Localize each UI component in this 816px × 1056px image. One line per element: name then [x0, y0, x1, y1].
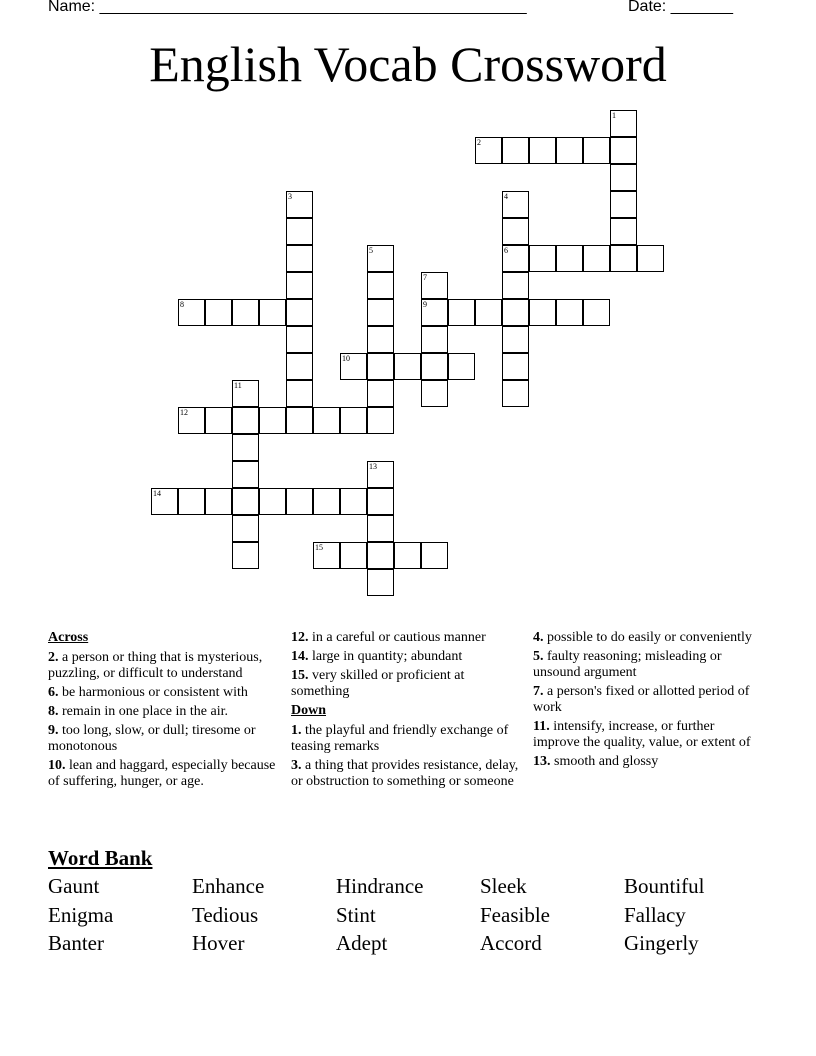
word-bank-item: Banter [48, 931, 104, 955]
clues-column-1 [48, 630, 280, 793]
name-field-label[interactable]: Name: ________________________________________________ [48, 0, 527, 15]
word-bank-item: Stint [336, 902, 376, 927]
crossword-cell[interactable] [421, 542, 448, 569]
word-bank-item: Gaunt [48, 874, 100, 898]
clue-item-text: faulty reasoning; misleading or unsound argument [533, 649, 722, 680]
crossword-cell[interactable] [286, 380, 313, 407]
crossword-cell[interactable] [394, 353, 421, 380]
crossword-cell[interactable] [502, 218, 529, 245]
across-clue-list-continued [291, 630, 521, 700]
crossword-cell[interactable] [286, 245, 313, 272]
word-bank-item: Gingerly [624, 931, 699, 955]
crossword-cell[interactable] [367, 326, 394, 353]
clue-item-number: 13. [533, 754, 551, 769]
clue-item-text: large in quantity; abundant [308, 649, 463, 664]
crossword-cell[interactable] [610, 218, 637, 245]
crossword-cell[interactable] [583, 299, 610, 326]
crossword-cell[interactable] [421, 326, 448, 353]
word-bank-item: Hindrance [336, 874, 424, 898]
down-clue-list [291, 723, 521, 790]
clue-item-text: the playful and friendly exchange of teasing remarks [291, 723, 509, 754]
clue-number: 13 [369, 462, 377, 471]
crossword-cell[interactable] [232, 299, 259, 326]
crossword-cell[interactable] [475, 299, 502, 326]
across-clue-list [48, 650, 280, 790]
clue-item-text: lean and haggard, especially because of suffering, hunger, or age. [48, 758, 276, 789]
clue-item-number: 7. [533, 684, 544, 699]
crossword-cell[interactable] [448, 353, 475, 380]
crossword-cell[interactable] [610, 110, 637, 137]
crossword-cell[interactable] [610, 245, 637, 272]
word-bank [48, 874, 768, 960]
crossword-cell[interactable] [151, 488, 178, 515]
crossword-cell[interactable] [205, 488, 232, 515]
crossword-cell[interactable] [367, 569, 394, 596]
crossword-cell[interactable] [286, 218, 313, 245]
clue-item [291, 649, 521, 665]
clue-item-text: smooth and glossy [550, 754, 659, 769]
clue-number: 9 [423, 300, 427, 309]
clue-number: 15 [315, 543, 323, 552]
clue-item-text: a thing that provides resistance, delay, or obstruction to something or someone [291, 758, 519, 789]
crossword-cell[interactable] [583, 137, 610, 164]
clue-item-number: 8. [48, 704, 59, 719]
clue-item-number: 12. [291, 630, 309, 645]
crossword-cell[interactable] [529, 245, 556, 272]
clue-number: 12 [180, 408, 188, 417]
clue-item-number: 11. [533, 719, 550, 734]
word-bank-item: Accord [480, 931, 542, 955]
clue-item [533, 630, 753, 646]
crossword-cell[interactable] [367, 245, 394, 272]
clue-number: 8 [180, 300, 184, 309]
clue-number: 6 [504, 246, 508, 255]
word-bank-item: Hover [192, 931, 245, 955]
clue-item-number: 14. [291, 649, 309, 664]
word-bank-item: Feasible [480, 902, 550, 927]
word-bank-item: Enigma [48, 902, 114, 927]
clue-item-number: 6. [48, 685, 59, 700]
crossword-cell[interactable] [286, 191, 313, 218]
clue-item-number: 5. [533, 649, 544, 664]
crossword-cell[interactable] [610, 137, 637, 164]
crossword-cell[interactable] [367, 515, 394, 542]
crossword-cell[interactable] [610, 164, 637, 191]
crossword-cell[interactable] [259, 488, 286, 515]
crossword-cell[interactable] [313, 542, 340, 569]
word-bank-item: Sleek [480, 874, 527, 898]
clue-item-text: possible to do easily or conveniently [543, 630, 752, 645]
word-bank-title: Word Bank [48, 846, 153, 870]
crossword-cell[interactable] [205, 407, 232, 434]
crossword-cell[interactable] [232, 380, 259, 407]
crossword-cell[interactable] [367, 380, 394, 407]
crossword-cell[interactable] [178, 407, 205, 434]
clue-item-text: in a careful or cautious manner [308, 630, 486, 645]
clue-item [48, 650, 280, 682]
clue-number: 7 [423, 273, 427, 282]
clue-number: 10 [342, 354, 350, 363]
clue-number: 1 [612, 111, 616, 120]
clue-item-text: intensify, increase, or further improve the quality, value, or extent of [533, 719, 751, 750]
crossword-cell[interactable] [502, 299, 529, 326]
crossword-cell[interactable] [556, 137, 583, 164]
crossword-cell[interactable] [286, 326, 313, 353]
crossword-cell[interactable] [529, 137, 556, 164]
crossword-cell[interactable] [340, 488, 367, 515]
clue-number: 11 [234, 381, 242, 390]
crossword-cell[interactable] [610, 191, 637, 218]
down-heading: Down [291, 703, 327, 718]
clues-column-2 [291, 630, 521, 793]
clue-item [533, 684, 753, 716]
crossword-cell[interactable] [232, 461, 259, 488]
crossword-cell[interactable] [340, 407, 367, 434]
crossword-cell[interactable] [421, 272, 448, 299]
across-heading: Across [48, 630, 89, 645]
clue-item [533, 719, 753, 751]
crossword-cell[interactable] [313, 407, 340, 434]
crossword-cell[interactable] [286, 353, 313, 380]
date-field-label[interactable]: Date: _______ [628, 0, 733, 15]
crossword-cell[interactable] [421, 353, 448, 380]
crossword-cell[interactable] [178, 299, 205, 326]
clue-item [291, 723, 521, 755]
page-title: English Vocab Crossword [149, 36, 667, 92]
word-bank-item: Adept [336, 931, 388, 955]
crossword-cell[interactable] [232, 488, 259, 515]
crossword-cell[interactable] [583, 245, 610, 272]
clue-item-text: a person or thing that is mysterious, puzzling, or difficult to understand [48, 650, 263, 681]
crossword-cell[interactable] [367, 461, 394, 488]
clue-item-number: 3. [291, 758, 302, 773]
crossword-cell[interactable] [556, 299, 583, 326]
crossword-cell[interactable] [286, 272, 313, 299]
crossword-cell[interactable] [421, 380, 448, 407]
crossword-cell[interactable] [286, 488, 313, 515]
crossword-cell[interactable] [367, 542, 394, 569]
crossword-cell[interactable] [475, 137, 502, 164]
crossword-cell[interactable] [502, 191, 529, 218]
crossword-cell[interactable] [367, 488, 394, 515]
clue-number: 2 [477, 138, 481, 147]
clues-column-3 [533, 630, 753, 773]
crossword-cell[interactable] [178, 488, 205, 515]
crossword-cell[interactable] [367, 299, 394, 326]
clue-item [48, 685, 280, 701]
crossword-cell[interactable] [421, 299, 448, 326]
clue-item-number: 2. [48, 650, 59, 665]
clue-item-number: 10. [48, 758, 66, 773]
clue-item [291, 758, 521, 790]
clue-item-text: a person's fixed or allotted period of work [533, 684, 750, 715]
clue-item [291, 668, 521, 700]
clue-item-text: be harmonious or consistent with [58, 685, 248, 700]
crossword-cell[interactable] [286, 299, 313, 326]
clue-item-number: 9. [48, 723, 59, 738]
clue-item [48, 704, 280, 720]
crossword-cell[interactable] [367, 353, 394, 380]
clue-item-text: too long, slow, or dull; tiresome or monotonous [48, 723, 256, 754]
crossword-cell[interactable] [502, 245, 529, 272]
clue-item-number: 4. [533, 630, 544, 645]
clue-number: 3 [288, 192, 292, 201]
crossword-cell[interactable] [340, 542, 367, 569]
clue-number: 5 [369, 246, 373, 255]
crossword-cell[interactable] [367, 407, 394, 434]
crossword-cell[interactable] [259, 299, 286, 326]
crossword-cell[interactable] [340, 353, 367, 380]
clue-item [48, 758, 280, 790]
clue-item-number: 1. [291, 723, 302, 738]
crossword-cell[interactable] [313, 488, 340, 515]
crossword-cell[interactable] [394, 542, 421, 569]
crossword-cell[interactable] [529, 299, 556, 326]
crossword-cell[interactable] [502, 380, 529, 407]
crossword-cell[interactable] [232, 407, 259, 434]
clue-item [291, 630, 521, 646]
crossword-cell[interactable] [259, 407, 286, 434]
crossword-cell[interactable] [286, 407, 313, 434]
down-clue-list-continued [533, 630, 753, 770]
crossword-cell[interactable] [502, 137, 529, 164]
crossword-cell[interactable] [502, 272, 529, 299]
clue-item [533, 649, 753, 681]
clue-item-text: remain in one place in the air. [58, 704, 228, 719]
word-bank-item: Bountiful [624, 874, 705, 898]
crossword-cell[interactable] [205, 299, 232, 326]
crossword-cell[interactable] [232, 515, 259, 542]
crossword-cell[interactable] [502, 326, 529, 353]
crossword-cell[interactable] [502, 353, 529, 380]
crossword-cell[interactable] [448, 299, 475, 326]
clue-item-text: very skilled or proficient at something [291, 668, 465, 699]
crossword-cell[interactable] [556, 245, 583, 272]
clue-item-number: 15. [291, 668, 309, 683]
crossword-cell[interactable] [637, 245, 664, 272]
crossword-cell[interactable] [232, 542, 259, 569]
word-bank-item: Enhance [192, 874, 265, 898]
clue-number: 14 [153, 489, 161, 498]
crossword-cell[interactable] [232, 434, 259, 461]
clue-number: 4 [504, 192, 508, 201]
word-bank-item: Tedious [192, 902, 259, 927]
crossword-cell[interactable] [367, 272, 394, 299]
clue-item [48, 723, 280, 755]
clue-item [533, 754, 753, 770]
word-bank-item: Fallacy [624, 902, 686, 927]
